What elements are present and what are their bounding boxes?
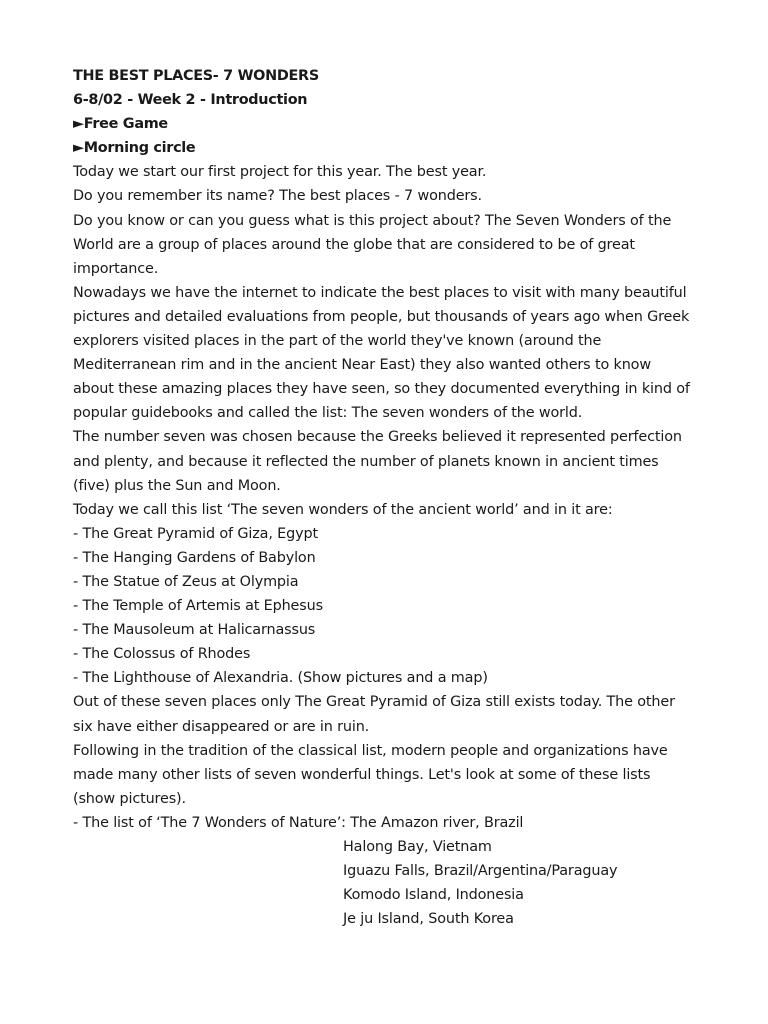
body-line: Today we start our first project for this year. The best year. bbox=[73, 164, 487, 181]
body-line: Do you remember its name? The best places - 7 wonders. bbox=[73, 188, 482, 205]
agenda-item-morning-circle: ►Morning circle bbox=[73, 140, 196, 157]
body-line: World are a group of places around the globe that are considered to be of great bbox=[73, 236, 635, 253]
agenda-item-free-game: ►Free Game bbox=[73, 116, 168, 133]
body-line: about these amazing places they have seen, so they documented everything in kind of bbox=[73, 381, 690, 398]
nature-list-item: Halong Bay, Vietnam bbox=[343, 839, 492, 855]
wonder-list-item: - The Hanging Gardens of Babylon bbox=[73, 549, 316, 566]
nature-list-item: Je ju Island, South Korea bbox=[343, 911, 514, 928]
body-line: Nowadays we have the internet to indicate the best places to visit with many beautiful bbox=[73, 284, 687, 301]
document-title: THE BEST PLACES- 7 WONDERS bbox=[73, 68, 319, 84]
body-line: and plenty, and because it reflected the number of planets known in ancient times bbox=[73, 453, 659, 470]
wonder-list-item: - The Statue of Zeus at Olympia bbox=[73, 573, 299, 590]
body-line: Out of these seven places only The Great Pyramid of Giza still exists today. The other bbox=[73, 694, 675, 711]
body-line: made many other lists of seven wonderful things. Let's look at some of these lists bbox=[73, 766, 651, 783]
body-line: six have either disappeared or are in ruin. bbox=[73, 718, 370, 735]
wonder-list-item: - The Temple of Artemis at Ephesus bbox=[73, 598, 323, 615]
wonder-list-item: - The Lighthouse of Alexandria. (Show pictures and a map) bbox=[73, 670, 488, 687]
nature-list-item: Iguazu Falls, Brazil/Argentina/Paraguay bbox=[343, 863, 618, 880]
body-line: popular guidebooks and called the list: The seven wonders of the world. bbox=[73, 405, 583, 422]
nature-list-intro: - The list of ‘The 7 Wonders of Nature’: The Amazon river, Brazil bbox=[73, 814, 524, 831]
body-line: importance. bbox=[73, 260, 159, 277]
body-line: explorers visited places in the part of the world they've known (around the bbox=[73, 333, 602, 350]
body-line: Today we call this list ‘The seven wonders of the ancient world’ and in it are: bbox=[73, 501, 613, 518]
nature-list-item: Komodo Island, Indonesia bbox=[343, 887, 524, 904]
wonder-list-item: - The Colossus of Rhodes bbox=[73, 646, 251, 663]
wonder-list-item: - The Great Pyramid of Giza, Egypt bbox=[73, 525, 318, 542]
body-line: pictures and detailed evaluations from people, but thousands of years ago when Greek bbox=[73, 308, 690, 325]
body-line: The number seven was chosen because the Greeks believed it represented perfection bbox=[73, 429, 682, 446]
body-line: Do you know or can you guess what is this project about? The Seven Wonders of the bbox=[73, 212, 672, 229]
document-subtitle: 6-8/02 - Week 2 - Introduction bbox=[73, 92, 308, 109]
document-page bbox=[73, 64, 703, 931]
body-line: Following in the tradition of the classical list, modern people and organizations have bbox=[73, 742, 668, 759]
body-line: (show pictures). bbox=[73, 790, 186, 807]
body-line: Mediterranean rim and in the ancient Near East) they also wanted others to know bbox=[73, 357, 651, 374]
body-line: (five) plus the Sun and Moon. bbox=[73, 477, 281, 494]
wonder-list-item: - The Mausoleum at Halicarnassus bbox=[73, 622, 316, 639]
